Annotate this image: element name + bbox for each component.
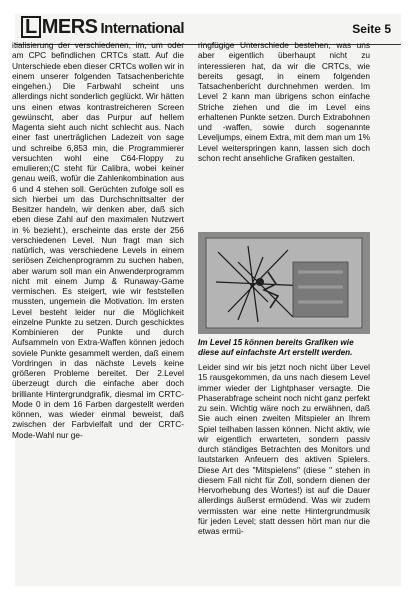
right-column-bottom-text: Leider sind wir bis jetzt noch nicht über Level 15 rausgekommen, da uns nach diesem Level immer wieder der Lightphaser versagte. Die Phaserabfrage scheint noch nicht ganz perfekt zu sein. Wichtig wäre noch zu erwähnen, daß Sie auch einen zweiten Mitspieler an Ihrem Spiel teilhaben lassen können. Nicht aktiv, wie wir eigentlich erwarteten, sondern passiv durch ständiges Betrachten des Monitors und lautstarken Anfeuern des aktiven Spielers. Diese Art des "Mitspielens" (diese " stehen in diesem Fall nicht für Zoll, sondern dienen der Hervorhebung des Wortes!) ist auf die Dauer allerdings äußerst ermüdend. Was wir zudem vermissten war eine nette Hintergrundmusik für jeden Level; statt dessen hört man nur die etwas ermü-: [198, 362, 370, 536]
right-column-bottom: [198, 362, 370, 536]
sketch-image: [198, 232, 370, 334]
right-column-top: [198, 40, 370, 163]
logo-prefix: L: [21, 16, 41, 38]
right-column-top-text: ringfügige Unterschiede bestehen, was uns aber eigentlich überhaupt nicht zu interessieren hat, da wir die CRTCs, wie bereits gesagt, in einem folgenden Tatsachenbericht durchnehmen werden. Im Level 2 kann man übrigens schon einfache Striche ziehen und die im Level eins erhaltenen Punkte setzen. Durch Extrabohnen und -waffen, sowie durch sogenannte Leveljumps, einem Extra, mit dem man um 1% Level weiterspringen kann, lassen sich doch schon recht ansehliche Grafiken gestalten.: [198, 40, 370, 163]
left-column: [12, 40, 184, 440]
logo-suffix: International: [100, 20, 185, 37]
logo-main: MERS: [41, 16, 98, 38]
left-column-text: itialisierung der verschiedenen, im, um oder am CPC befindlichen CRTCs statt. Auf die Unterschiede eben dieser CRTCs wollen wir in einem unserer folgenden Tatsachenberichte eingehen.) Die Farbwahl scheint uns allerdings nicht sonderlich geglückt. Wir hätten uns einen etwas kontrastreicheren Screen gewünscht, aber das Purpur auf hellem Magenta sieht auch nicht schlecht aus. Nach einer fast unerträglichen Ladezeit von sage und schreibe 6,853 min, die Programmierer versuchten wohl eine C64-Floppy zu emulieren;(C steht für Calibra, wobei keiner genau weiß, wofür die Zahlenkombination aus 6 und 4 stehen soll. Gerüchten zufolge soll es sich hierbei um das Durchschnittsalter der Besitzer handeln, wir denken aber, daß sich eben diese Zahl auf den maximalen Nutzwert in % bezieht.), erscheinte das erste der 256 verschiedenen Level. Nun fragt man sich natürlich, was verschiedene Levels in einem seriösen Zeichenprogramm zu suchen haben, aber warum soll man ein Anwenderprogramm nicht mit einem Jump & Runaway-Game vermischen. Es steigert, wie wir feststellen mussten, ungemein die Motivation. Im ersten Level besteht leider nur die Möglichkeit einzelne Punkte zu setzen. Durch geschicktes Kombinieren der Punkte und durch Aufsammeln von Extra-Waffen können jedoch soviele Punkte gesammelt werden, daß einem Vordringen in das nächste Levels keine größeren Probleme bereitet. Der 2.Level überzeugt durch die einfache aber doch brilliante Hintergrundgrafik, diesmal im CRTC-Mode 0 in dem 16 Farben dargestellt werden können, was wieder einmal beweist, daß zwischen der Farbvielfalt und der CRTC-Mode-Wahl nur ge-: [12, 40, 184, 440]
screenshot-figure: [198, 232, 370, 334]
magazine-logo: [21, 16, 184, 39]
page-number: Seite 5: [352, 22, 391, 36]
figure-caption: Im Level 15 können bereits Grafiken wie diese auf einfachste Art erstellt werden.: [198, 338, 354, 357]
